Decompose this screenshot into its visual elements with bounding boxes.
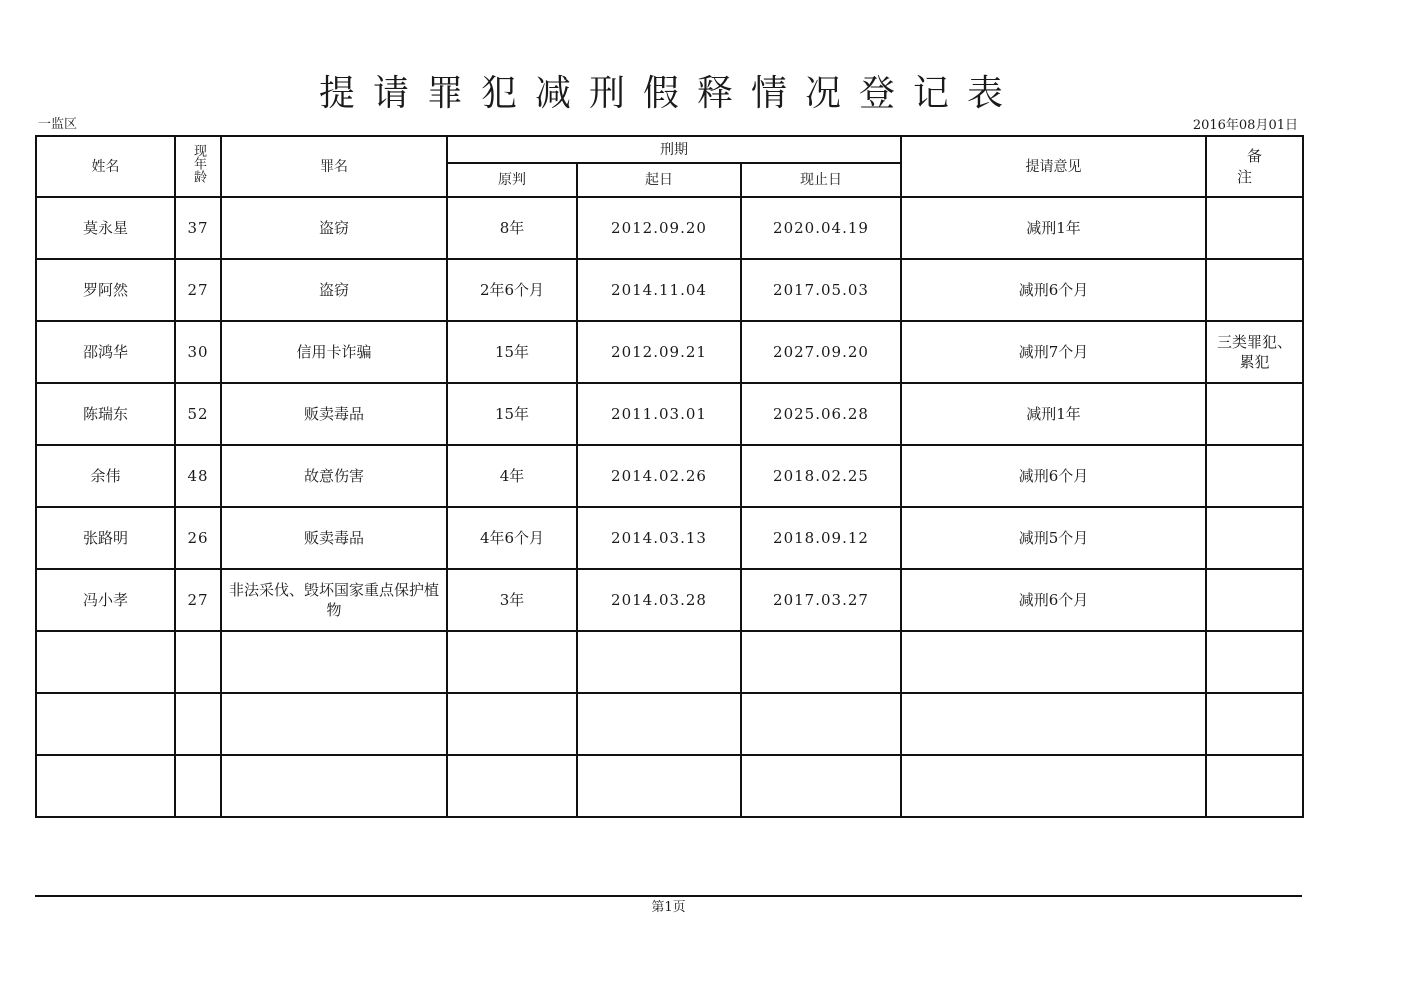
- cell-note: [1206, 507, 1303, 569]
- cell-crime: 盗窃: [221, 259, 447, 321]
- cell-original-sentence: 4年6个月: [447, 507, 577, 569]
- cell-age: 27: [175, 259, 221, 321]
- table-row: [36, 259, 1303, 321]
- cell-end-date: [741, 693, 901, 755]
- cell-original-sentence: 2年6个月: [447, 259, 577, 321]
- cell-original-sentence: 15年: [447, 383, 577, 445]
- page-number: 第1页: [651, 900, 686, 915]
- cell-original-sentence: 4年: [447, 445, 577, 507]
- cell-name: 冯小孝: [36, 569, 175, 631]
- table-row: [36, 321, 1303, 383]
- cell-note: [1206, 693, 1303, 755]
- cell-start-date: 2014.02.26: [577, 445, 741, 507]
- cell-start-date: [577, 693, 741, 755]
- table-row: [36, 383, 1303, 445]
- cell-end-date: 2018.09.12: [741, 507, 901, 569]
- cell-original-sentence: [447, 755, 577, 817]
- cell-opinion: [901, 755, 1206, 817]
- cell-crime: [221, 631, 447, 693]
- cell-start-date: 2014.03.13: [577, 507, 741, 569]
- cell-end-date: [741, 631, 901, 693]
- cell-start-date: 2014.03.28: [577, 569, 741, 631]
- cell-age: [175, 631, 221, 693]
- cell-note: [1206, 755, 1303, 817]
- table-row: [36, 569, 1303, 631]
- cell-opinion: 减刑1年: [901, 197, 1206, 259]
- cell-name: 张路明: [36, 507, 175, 569]
- header-original-sentence: 原判: [447, 163, 577, 197]
- cell-note: [1206, 569, 1303, 631]
- cell-name: 罗阿然: [36, 259, 175, 321]
- cell-start-date: 2012.09.20: [577, 197, 741, 259]
- cell-note: [1206, 631, 1303, 693]
- cell-age: 30: [175, 321, 221, 383]
- cell-crime: 信用卡诈骗: [221, 321, 447, 383]
- cell-end-date: [741, 755, 901, 817]
- header-start-date: 起日: [577, 163, 741, 197]
- cell-original-sentence: 15年: [447, 321, 577, 383]
- cell-end-date: 2027.09.20: [741, 321, 901, 383]
- cell-end-date: 2017.03.27: [741, 569, 901, 631]
- table-row: [36, 197, 1303, 259]
- table-body: [36, 197, 1303, 817]
- cell-note: [1206, 445, 1303, 507]
- table-row: [36, 755, 1303, 817]
- header-age-label: 现年龄: [191, 144, 206, 183]
- header-note: [1206, 136, 1303, 197]
- cell-note: [1206, 259, 1303, 321]
- header-name: 姓名: [36, 136, 175, 197]
- table-row: [36, 507, 1303, 569]
- header-opinion: 提请意见: [901, 136, 1206, 197]
- cell-opinion: 减刑6个月: [901, 569, 1206, 631]
- cell-age: 37: [175, 197, 221, 259]
- cell-age: [175, 755, 221, 817]
- table-row: [36, 631, 1303, 693]
- header-crime: 罪名: [221, 136, 447, 197]
- cell-age: [175, 693, 221, 755]
- cell-name: [36, 755, 175, 817]
- cell-original-sentence: 8年: [447, 197, 577, 259]
- cell-crime: 贩卖毒品: [221, 383, 447, 445]
- cell-opinion: 减刑6个月: [901, 259, 1206, 321]
- cell-age: 26: [175, 507, 221, 569]
- footer-divider: [35, 895, 1302, 897]
- cell-name: 陈瑞东: [36, 383, 175, 445]
- cell-crime: 故意伤害: [221, 445, 447, 507]
- cell-age: 27: [175, 569, 221, 631]
- table-row: [36, 693, 1303, 755]
- header-end-date: 现止日: [741, 163, 901, 197]
- cell-end-date: 2020.04.19: [741, 197, 901, 259]
- cell-opinion: [901, 631, 1206, 693]
- table-header: [36, 136, 1303, 197]
- cell-age: 48: [175, 445, 221, 507]
- cell-crime: [221, 693, 447, 755]
- cell-crime: [221, 755, 447, 817]
- cell-start-date: [577, 631, 741, 693]
- cell-name: 邵鸿华: [36, 321, 175, 383]
- table-row: [36, 445, 1303, 507]
- cell-end-date: 2025.06.28: [741, 383, 901, 445]
- cell-note: [1206, 383, 1303, 445]
- header-sentence-group: 刑期: [447, 136, 901, 163]
- cell-name: 余伟: [36, 445, 175, 507]
- cell-original-sentence: [447, 631, 577, 693]
- cell-opinion: [901, 693, 1206, 755]
- cell-opinion: 减刑5个月: [901, 507, 1206, 569]
- cell-opinion: 减刑1年: [901, 383, 1206, 445]
- cell-note: [1206, 197, 1303, 259]
- cell-end-date: 2017.05.03: [741, 259, 901, 321]
- cell-end-date: 2018.02.25: [741, 445, 901, 507]
- register-table: [35, 135, 1304, 818]
- cell-crime: 贩卖毒品: [221, 507, 447, 569]
- cell-opinion: 减刑6个月: [901, 445, 1206, 507]
- prison-area-label: 一监区: [38, 117, 78, 132]
- document-title: 提请罪犯减刑假释情况登记表: [318, 73, 1021, 114]
- cell-name: [36, 693, 175, 755]
- cell-age: 52: [175, 383, 221, 445]
- cell-crime: 盗窃: [221, 197, 447, 259]
- cell-start-date: 2011.03.01: [577, 383, 741, 445]
- cell-original-sentence: 3年: [447, 569, 577, 631]
- cell-start-date: 2012.09.21: [577, 321, 741, 383]
- cell-name: 莫永星: [36, 197, 175, 259]
- cell-name: [36, 631, 175, 693]
- cell-note: 三类罪犯、累犯: [1206, 321, 1303, 383]
- cell-original-sentence: [447, 693, 577, 755]
- document-date: 2016年08月01日: [1192, 118, 1298, 133]
- header-age: [175, 136, 221, 197]
- header-note-label: 备注: [1236, 146, 1282, 186]
- cell-opinion: 减刑7个月: [901, 321, 1206, 383]
- cell-crime: 非法采伐、毁坏国家重点保护植物: [221, 569, 447, 631]
- cell-start-date: [577, 755, 741, 817]
- cell-start-date: 2014.11.04: [577, 259, 741, 321]
